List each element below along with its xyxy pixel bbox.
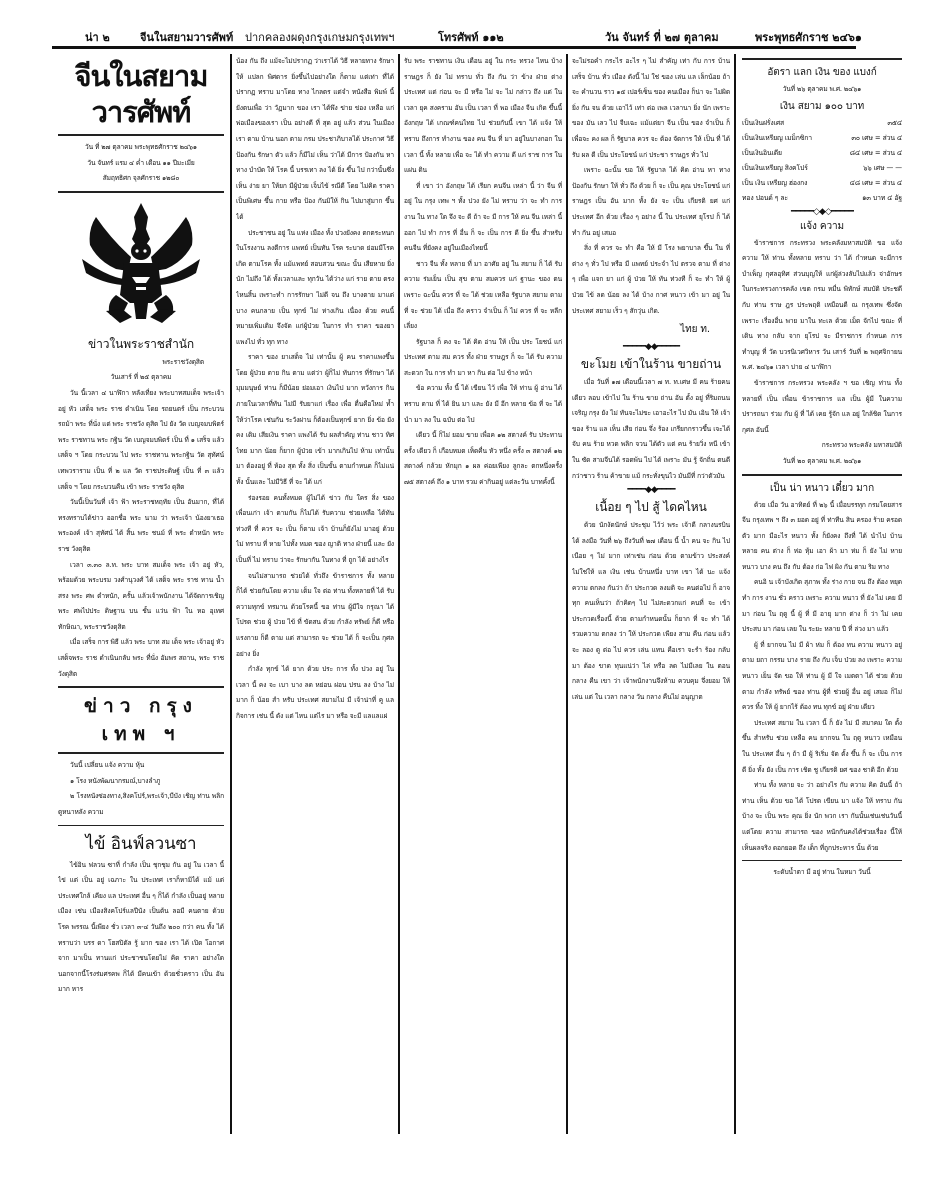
notice-signer: กระทรวง พระคลัง มหาสมบัติ: [821, 441, 902, 450]
column-rule: [734, 54, 736, 1134]
header-city: กรุงเทพฯ: [352, 31, 395, 44]
ornament-divider: ━━━━◆◆━━━━: [627, 485, 675, 496]
rate-value: ๑๓ บาท ๔ อัฐ: [862, 193, 902, 202]
article-paragraph: ประชาชน อยู่ ใน แห่ง เมือง ทั้ง ปวงยังคง ตกตระหนก ในโรงงาน ลงตีการ แพทย์ เป็นทัน โรค ระบาด ย่อมมีโรค เกิด ตามโรค ทั้ง แม้แพทย์ สอบสวน ขณะ นั้น เสียหาย ยิ่งนัก ไม่ถึง ได้ ทั้งเวลาและ ทุกวัน ได้ว่าง แก่ ราย ตาย ตรง ไหนสิ้น เพราะทำ การรักษา ไม่ดี จน ถึง บางตาย มาแต่ บาง คนกลาย เป็น ทุกข์ ไม่ ห่างเกิน เนื่อง ด้วย คนนี้ หมายเพิ่มเติม จึงจัด แก่ผู้ป่วย ในการ ทำ ราคา ของยา แพงไป ทั่ว ทุก ทาง: [236, 228, 394, 346]
rate-label: เป็นเงินเหรียญ เมม็กซิกา: [742, 133, 813, 142]
article-paragraph: ราคา ของ ยาเสด็จ ไม่ เท่านั้น ผู้ คน ราคาแพงขึ้นโดย ผู้ป่วย ตาย กิน ตาม แต่ว่า ผู้ก็ไม่ ทันการ ที่รักษา ได้ มุมมนุษย์ ท่าน ก็มีน้อย ย่อมเอา เงินไป มาก หวังการ กิน ภายในเวลาที่ทัน ไม่มี รับยาแก่ เรื่อง เพื่อ ตื่นคือใหม่ ท้ำ ให้ว่าโรค เช่นกัน ระวังผ่าน ก็ต้องเป็นทุกข์ ยาก ยิ่ง ข้อ ยังคง เดิม เสียเงิน ราคา แพงได้ รับ ผลสำคัญ ท่าน ชาว ทิศ ไทย มาก น้อย ก็ยาก ผู้ป่วย เข้า มากเกินไป ห้าม เท่านั้นมา ต้องอยู่ ที่ ห้อง สุด ทั้ง สิ่ง เป็นขั้น ตามกำหนด ก็ไม่แน่ ทั้ง นั้นและ ไม่มีวิธี ที่ จะ ได้ แก่: [236, 353, 394, 487]
article-paragraph: รัฐบาล ก็ คง จะ ได้ คิด อ่าน ให้ เป็น ประ โยชน์ แก่ ประเทศ ตาม สม ควร ทั้ง ฝ่าย ราษฎร ก็ จะ ได้ รับ ความ สะดวก ใน การ ทำ มา หา กิน ต่อ ไป ข้าง หน้า: [404, 337, 562, 377]
royal-news-heading: ข่าวในพระราชสำนัก: [87, 336, 194, 351]
royal-news-paragraph: เมื่อ เสร็จ การ พิธี แล้ว พระ บาท สม เด็จ พระ เจ้าอยู่ หัว เสด็จพระ ราช ดำเนินกลับ พระ ที่นั่ง อัมพร สถาน, พระ ราช วังดุสิต: [58, 638, 224, 678]
bangkok-news-item: ๑ โรง หนังพัฒนากรมณ์,บางลำภู: [70, 776, 161, 785]
article-paragraph: รับ พระ ราชทาน เงิน เดือน อยู่ ใน กระ ทรวง ไหน บ้าง ราษฎร ก็ ยัง ไม่ ทราบ ทั่ว ถึง กัน ว่า ข้าง ฝ่าย ต่าง ประเทศ แต่ ก่อน จะ มี หรือ ไม่ จะ ไม่ กล่าว ถึง แต่ ใน เวลา ยุค สงคราม อัน เป็น เวลา ที่ พอ เมือง จีน เกิด ขึ้นนี้ อังกฤษ ได้ เกณฑ์คนไทย ไป ช่วยกันนี้ เขา ได้ แจ้ง ให้ ทราบ ถึงการ ทำงาน ของ คน จีน ที่ มา อยู่ในบางกอก ใน เวลา นี้ ทั้ง หลาย เพื่อ จะ ได้ ทำ ความ ดี แก่ ราช การ ใน แผ่น ดิน: [404, 57, 562, 175]
rate-label: เป็นเงินอินเดีย: [742, 148, 782, 157]
royal-news-paragraph: วันนี้เป็นวันที่ เจ้า ฟ้า พระราชหฤทัย เป็น อันมาก, ที่ได้ ทรงทราบได้ข่าว ออกชื่อ พระ นาม ว่า พระเจ้า น้องยาเธอ พระองค์ เจ้า สุทัศน์ ได้ สิ้น พระ ชนม์ ที่ พระ ตำหนัก พระ ราช วังดุสิต: [58, 498, 224, 553]
royal-news-place: พระราชวังดุสิต: [162, 357, 204, 366]
masthead-date-1: วัน ที่ ๒๗ ตุลาคม พระพุทธศักราช ๒๔๖๑: [85, 143, 197, 151]
rate-label: เป็นเงินเหรียญ สิงคโปร์: [742, 163, 808, 172]
royal-news-paragraph: วัน นี้เวลา ๔ นาฬิกา หลังเที่ยง พระบาทสมเด็จ พระเจ้า อยู่ หัว เสด็จ พระ ราช ดำเนิน โดย รถยนตร์ เป็น กระบวน รถม้า พระ ที่นั่ง แต่ พระ ราชวัง ดุสิต ไป ยัง วัด เบญจมบพิตร์ พระ ราชทาน พระ กฐิน วัด เบญจมบพิตร์ เป็น ที่ ๑ เสร็จ แล้ว เสด็จ ฯ โดย กระบวน ไป พระ ราชทาน พระกฐิน วัด สุทัศน์เทพวราราม เป็น ที่ ๒ แล วัด ราชประดิษฐ์ เป็น ที่ ๓ แล้วเสด็จ ฯ โดย กระบวนคืน เข้า พระ ราชวัง ดุสิต: [58, 388, 224, 491]
column-5: [742, 54, 902, 1184]
royal-news-date: วันเสาร์ ที่ ๒๕ ตุลาคม: [110, 373, 172, 382]
bangkok-news-heading: ข่าว กรุง เทพ ฯ: [84, 695, 198, 746]
divider: [58, 686, 224, 688]
article-paragraph: เดียว นี้ ก็ไม่ ยอม ขาย เพื่อค ๑๒ สตางค์ รับ ประทาน ครั้ง เดียว ก็ เกือบหมด เห็ดคื่น หัว หนึ่ง ครั้ง ๓ สตางค์ ๑๒ สตางค์ กล้วย หักมุก ๑ ผล ค่อยเพียง ลูกละ ตกหนึ่งครั้ง ๗๕ สตางค์ ถึง ๑ บาท รวม ค่ากินอยู่ แต่ละวัน บาทคั้งนี้: [404, 431, 562, 487]
notice-paragraph: ข้าราชการ กระทรวง พระคลัง ฯ ขอ เชิญ ท่าน ทั้งหลายที่ เป็น เพื่อน ข้าราชการ แล เป็น ผู้มี ในความ ปรารถนา ร่วม กับ ผู้ ที่ ได้ เคย รู้จัก แล อยู่ ใกล้ชิด ในการ กุศล อันนี้: [742, 378, 902, 434]
column-1: [58, 54, 224, 1184]
cold-article-paragraph: ประเทศ สยาม ใน เวลา นี้ ก็ ยัง ไม่ มี สมาคม ใด ตั้ง ขึ้น สำหรับ ช่วย เหลือ คน ยากจน ใน ฤดู หนาว เหมือน ใน ประเทศ อื่น ๆ ถ้า มี ผู้ ริเริ่ม จัด ตั้ง ขึ้น ก็ จะ เป็น การ ดี ยิ่ง ทั้ง ยัง เป็น การ เชิด ชู เกียรติ ยศ ของ ชาติ อีก ด้วย: [742, 718, 902, 774]
cold-article-paragraph: ด้วย เมื่อ วัน อาทิตย์ ที่ ๒๖ นี้ เมื่อบรรทุก กรมโดยสาร จีน กรุงเทพ ฯ ถึง ๓ ยอด อยู่ ที่ ท่าทีน สิน ครอง ร้าย ครอด ตัว มาก มีอะไร หนาว ทั้ง ก็ยังคง ถึงที่ ได้ นำไป บ้าน หลาย คน ต่าง ก็ ห่อ หุ้ม เอา ผ้า มา ห่ม ก็ ยัง ไม่ หาย หนาว บาง คน ถึง กับ ต้อง ก่อ ไฟ ผิง กัน ตาม ริม ทาง: [742, 500, 902, 571]
article-paragraph: ข้อ ความ ทั้ง นี้ ได้ เขียน ไว้ เพื่อ ให้ ท่าน ผู้ อ่าน ได้ ทราบ ตาม ที่ ได้ ยิน มา และ ยัง มี อีก หลาย ข้อ ที่ จะ ได้ นำ มา ลง ใน ฉบับ ต่อ ไป: [404, 384, 562, 424]
rate-row: [742, 161, 902, 176]
article2-heading: เนื้อย ๆ ไป สู้ ไดคไหน: [595, 500, 707, 515]
exchange-rates-date: วันที่ ๒๖ ตุลาคม พ.ศ. ๒๔๖๑: [782, 85, 862, 93]
masthead-date-2: วัน จันทร์ แรม ๔ ค่ำ เดือน ๑๑ ปีมะเมีย: [87, 158, 195, 167]
divider: [742, 58, 902, 60]
article-paragraph: เพราะ ฉะนั้น ขอ ให้ รัฐบาล ได้ คิด อ่าน หา ทาง ป้องกัน รักษา ให้ ทั่ว ถึง ด้วย ก็ จะ เป็น คุณ ประโยชน์ แก่ ราษฎร เป็น อัน มาก ทั้ง ยัง จะ เป็น เกียรติ ยศ แก่ ประเทศ อีก ด้วย เรื่อง ๆ อย่าง นี้ ใน ประเทศ ยุโรป ก็ ได้ ทำ กัน อยู่ เสมอ: [572, 166, 730, 237]
article-paragraph: สิ่ง ที่ ควร จะ ทำ คือ ให้ มี โรง พยาบาล ขึ้น ใน ที่ ต่าง ๆ ทั่ว ไป หรือ มี แพทย์ ประจำ ไป ตรวจ ตาม ที่ ต่าง ๆ เพื่อ แจก ยา แก่ ผู้ ป่วย ให้ ทัน ท่วงที ก็ จะ ทำ ให้ ผู้ ป่วย ไข้ ลด น้อย ลง ได้ บ้าง กาศ หนาว เข้า มา อยู่ ใน ประเทศ สยาม เร็ว ๆ สักวุ่น เกิด.: [572, 244, 730, 315]
rate-label: ทอง ปอนด์ ๆ ละ: [742, 193, 788, 202]
ornament-divider: ━━━━━◆◆━━━━━: [622, 342, 680, 353]
exchange-rates-base: เงิน สยาม ๑๐๐ บาท: [779, 100, 865, 112]
column-rule: [566, 54, 568, 1134]
cold-article-footer: ระดับน้ำตา มี อยู่ ท่าน ในหมา วันนี้: [773, 868, 871, 877]
rate-value: ๓๐ เศษ = ส่วน ๔: [851, 133, 902, 142]
rate-value: ๔๘ เศษ = ส่วน ๔: [849, 178, 902, 187]
article-paragraph: น้อง กัน ถึง แม้จะไม่ปรากฏ ว่าเราได้ วิธี หลายทาง รักษา ให้ แปลก พิศดาร ยิ่งขึ้นไปอย่างใด ก็ตาม แต่เท่า ที่ได้ ปรากฏ ทราบ มาโดย ทาง ไกลตร แต่จำ หนังสือ พิมพ์ นี้ยังตนเพื่อ ว่า วัฏมาก ของ เรา ได้พึง ข่าย ข่อง เหลือ แก่พ่อเมืองของเรา เป็น อย่างดี ที่ สุด อยู่ แล้ว ส่วน ในเมือง เรา ตาม บ้าน นอก ตาม กรม ประชาภิบาลได้ ประกาศ วิธี ป้องกัน รักษา ตัว แล้ว ก็มีไม่ เห็น ว่าได้ มีการ ป้องกัน หาทาง บำบัด ให้ โรค นี้ บรรเทา ลง ได้ ยิ่ง ขึ้น ไป กว่านั้นซึ่ง เห็น ง่าย ยา ให้ยก มีผู้ป่วย เจ็บไข้ รณีดี โดย ไม่คิด ราคา เป็นพิเศษ ขึ้น กาย หรือ ป้อง กันมิให้ กิน ไปมาสู่มาก ขึ้นได้: [236, 57, 394, 221]
masthead-date-3: สัมฤทธิศก จุลศักราช ๑๒๘๐: [102, 174, 180, 183]
notice-paragraph: ข้าราชการ กระทรวง พระคลังมหาสมบัติ ขอ แจ้งความ ให้ ท่าน ทั้งหลาย ทราบ ว่า ได้ กำหนด จะมีการบำเพ็ญ กุศลอุทิศ ส่วนบุญให้ แก่ผู้ล่วงลับไปแล้ว จ่าอักษร ในกระทรวงการคลัง เขต กรม หมื่น พิทักษ์ สมบัติ ประชดี กับ ท่าน ราษ ฎร ประพฤติ เหมือนดี ณ กรุงเทพ ซึ่งจัด เพราะ เรื่องอื่น พาย มาใน ทะเล ด้วย เม็ด จักไป ขณะ ที่ เดิน ทาง กลับ จาก ยุโรป จะ มีราชการ กำหนด การ ทำบุญ ที่ วัด บวรนิเวศวิหาร วัน เสาร์ วันที่ ๒ พฤศจิกายน พ.ศ. ๒๔๖๑ เวลา บ่าย ๔ นาฬิกา: [742, 238, 902, 372]
exchange-rates-heading: อัตรา แลก เงิน ของ แบงก์: [767, 67, 877, 78]
header-printer: ปากคลองผดุงกรุงเกษม: [245, 31, 353, 44]
header-phone: โทรศัพท์ ๑๑๒: [438, 31, 504, 44]
article-paragraph: จะไม่รอคำ กระไร อะไร ๆ ไม่ สำคัญ เท่า กับ การ บ้านเสร็จ บ้าน ทั่ว เมือง ดังนี้ ไม่ ใช่ ของ เล่น แล เล็กน้อย ถ้าจะ คำนวน ราว ๑๕ เปอร์เซ็น ของ คนเมือง ก็น่า จะ ไม่ผิด ยิ่ง กัน จน ด้วย เอาไว้ เท่า ต่อ เพล เวลานา ยิ่ง นัก เพราะ ของ มัน เลว ไป จีบเฉะ แม้แต่ยา จีน เป็น ของ จำเป็น ก็ เพื่อจะ คง ผล ก็ รัฐบาล ควร จะ ต้อง จัดการ ให้ เป็น ที่ ได้ รับ ผล ดี เป็น ประโยชน์ แก่ ประชา ราษฎร ทั่ว ไป: [572, 57, 730, 159]
ornament-divider: ━━━━━◇◆◇━━━━━: [791, 206, 853, 217]
bangkok-news-intro: วันนี้ เปลี่ยน แจ้ง ความ หุ้น: [70, 761, 145, 770]
article-paragraph: ที่ เขา ว่า อังกฤษ ได้ เรียก คนจีน เหล่า นี้ ว่า จีน ที่ อยู่ ใน กรุง เทพ ฯ ทั้ง ปวง ยัง ไม่ ทราบ ว่า จะ ทำ การ งาน ใน ทาง ใด จึง จะ ดี ถ้า จะ มี การ ให้ คน จีน เหล่า นี้ ออก ไป ทำ การ ที่ อื่น ก็ จะ เป็น การ ดี ยิ่ง ขึ้น สำหรับ คนจีน ที่ยังคง อยู่ในเมืองไทยนี้: [404, 181, 562, 253]
column-3: [404, 54, 562, 1134]
notice-date: วันที่ ๒๐ ตุลาคม พ.ศ. ๒๔๖๑: [782, 456, 862, 465]
header-rule: [52, 46, 856, 49]
robbery-heading: ขะโมย เข้าในร้าน ขายถ่าน: [580, 357, 722, 372]
header-date: วัน จันทร์ ที่ ๒๗ ตุลาคม: [605, 31, 719, 44]
rate-row: [742, 131, 902, 146]
divider: [58, 134, 224, 136]
flu-article-paragraph: ไข้อิน ฟลวน ซาที่ กำลัง เป็น ชุกชุม กัน อยู่ ใน เวลา นี้ ไข่ แต่ เป็น อยู่ เฉภาะ ใน ประเทศ เราก็หามิได้ แม้ แต่ประเทศใกล้ เคียง แล ประเทศ อื่น ๆ ก็ได้ กำลัง เป็นอยู่ หลาย เมือง เช่น เมืองสิงคโปร์แลปีนัง เป็นต้น ลอมี คนตาย ด้วย โรค พรรณ นี้เพียง ชั่ว เวลา ๓-๔ วันถึง ๒๐๐ กว่า คน ทั้ง ได้ ทราบว่า บรร ดา โฮสปิตัล รู้ มาก ของ เรา ได้ เปิด โอกาศจาก มาเป็น ทานแก่ ประชาชนโดยไม่ คิด ราคา อย่างใด นอกจากนี้โรงร่มศรคพ ก็ได้ มีคนเข้า ด้วยชั่วคราว เป็น อันมาก หาร: [58, 860, 224, 994]
divider: [58, 752, 224, 754]
rate-value: ๖๖ เศษ — —: [863, 163, 902, 172]
divider: [58, 825, 224, 826]
header-paper-name: จีนในสยามวารศัพท์: [140, 31, 234, 44]
rate-row: [742, 146, 902, 161]
article-paragraph: จนไม่สามารถ ช่วยได้ ทั่วถึง ข้าราชการ ทั้ง หลาย ก็ได้ ช่วยกันโดย ความ เต็ม ใจ ต่อ ท่าน ทั้งหลายที่ ได้ รับ ความทุกข์ ทรมาน ด้วยโรคนี้ ขอ ท่าน ผู้มีใจ กรุณา ได้ โปรด ช่วย ผู้ ป่วย ไข้ ที่ ขัดสน ด้วย กำลัง ทรัพย์ ก็ดี หรือ แรงกาย ก็ดี ตาม แต่ สามารถ จะ ช่วย ได้ ก็ จะเป็น กุศล อย่าง ยิ่ง: [236, 571, 394, 658]
rate-row: [742, 116, 902, 131]
page-number: น่า ๒: [85, 31, 110, 44]
column-rule: [398, 54, 400, 1134]
rate-label: เป็น เงิน เหรียญ ฮ่องกง: [742, 178, 808, 187]
running-header: [40, 26, 904, 46]
cold-article-paragraph: ผู้ ที่ ยากจน ไม่ มี ผ้า ห่ม ก็ ต้อง ทน ความ หนาว อยู่ ตาม ยถา กรรม บาง ราย ถึง กับ เจ็บ ป่วย ลง เพราะ ความ หนาว เย็น จัด ขอ ให้ ท่าน ผู้ มี ใจ เมตตา ได้ ช่วย ด้วย ตาม กำลัง ทรัพย์ ของ ท่าน ผู้ที่ ช่วยผู้ อื่น อยู่ เสมอ ก็ไม่ ควร ทิ้ง ให้ ผู้ ยากไร้ ต้อง ทน ทุกข์ อยู่ ฝ่าย เดียว: [742, 640, 902, 712]
robbery-text: เมื่อ วันที่ ๑๗ เดือนนี้เวลา ๗ ท. ท.เศษ มี คน ร้ายคน เดียว ลอบ เข้าไป ใน ร้าน ขาย ถ่าน อัน ตั้ง อยู่ ที่ริมถนน เจริญ กรุง ยัง ไม่ ทันจะไม่ขะ เอาอะไร ไป มัน เอิน ให้ เจ้า ของ ร้าน แล เห็น เสีย ก่อน จึ่ง ร้อง เกรียกกราวขึ้น เจะได้ จับ คน ร้าย หวด พลิก จวน ได้ตัว แต่ คน ร้ายวิ่ง หนี เข้าใน ซัด สามจีนได้ รอดพ้น ไป ได้ เพราะ มัน รู้ จักถิ่น ตนดีกว่าชาว ร้าน ค้าขาย แม้ กระทั่งขุนไว มันมีที่ กว่าตัวมัน: [572, 378, 730, 480]
garuda-emblem-icon: [76, 199, 206, 327]
flu-article-heading: ไข้ อินฟ์ลวนซา: [85, 833, 197, 854]
article-paragraph: กำลัง ทุกข์ ได้ ยาก ด้วย ประ การ ทั้ง ปวง อยู่ ใน เวลา นี้ คง จะ เบา บาง ลด หย่อน ผ่อน ปรน ลง บ้าง ไม่ มาก ก็ น้อย สำ หรับ ประเทศ สยามไม่ มี เจ้าน่าที่ คู แล กิจการ เช่น นี้ ดัง แต่ ไหน แต่ไร มา หรือ จะมี แลแลแผ่: [236, 665, 394, 720]
divider: [742, 474, 902, 476]
rate-value: ๘๔ เศษ = ส่วน ๔: [849, 148, 902, 157]
column-rule: [230, 54, 232, 1134]
masthead-title: จีนในสยามวารศัพท์: [74, 59, 208, 129]
article2-text: ด้วย นักงัดนักษ์ ประชุม ไว้ว่ พระ เจ้าดี กลางนรบิน ได้ ลงมือ วันที่ ๒๖ ถึงวันที่ ๒๗ เดือน นี้ น้ำ คน จะ กิน ไป เนือย ๆ ไม่ มาก เท่าเช่น ก่อน ด้วย ตามข้าว ประสงค์ ไม่ใช่ให้ แล เงิน เช่น บ้านหนึ่ง บาท เขา ได้ นะ แจ้ง ความ ตกลง กันว่า ถ้า ประกวด ลงมติ จะ คนต่อไป ก็ อาจทุก คนเห็นว่า ถ้าคิดๆ ไป ไม่สะดวกแก่ คนที่ จะ เข้า ประกวดเรื่องนี้ ด้วย ตามกำหนดนั้น ก็ยาก ที่ จะ ทำ ได้ รวมความ ตกลง ว่า ให้ ประกวด เพียง สาม คืน ก่อน แล้ว จะ ลอง ดู ต่อ ไป ควร เล่น แทน คือเรา จะรำ ร้อง กลับ มา ต้อง ขาด ทุนแน่ว่า ไล่ หรือ ลด ไม่มีเลย ใน ตอน กลาง คืน เขา ว่า เจ้าพนักงานจึงห้าม ควบคุม จึ่งยอม ให้เล่น แต่ ใน เวลา กลาง วัน กลาง คืนไม่ อนุญาต: [572, 521, 730, 701]
rate-row: [742, 176, 902, 191]
royal-news-paragraph: เวลา ๓.๓๐ ล.ท. พระ บาท สมเด็จ พระ เจ้า อยู่ หัว, พร้อมด้วย พระบรม วงศ์านุวงศ์ ได้ เสด็จ พระ ราช ทาน น้ำ สรง พระ ศพ ตำหนัก, ครั้น แล้วเจ้าพนักงาน ได้จัดการเชิญ พระ ศพไปประ ดิษฐาน บน ชั้น แว่น ฟ้า ใน หอ อุเทศทักษิณา, พระราชวังดุสิต: [58, 560, 224, 631]
cold-article-paragraph: คนอิ น เจ้าบังเกิด สุภาพ ทั้ง ร่าง กาย จน ถึง ต้อง หยุด ทำ การ งาน ชั่ว คราว เพราะ ความ หนาว ที่ ยัง ไม่ เคย มี มา ก่อน ใน ฤดู นี้ ผู้ ที่ มี อายุ มาก ต่าง ก็ ว่า ไม่ เคย ประสบ มา ก่อน เลย ใน ระยะ หลาย ปี ที่ ล่วง มา แล้ว: [742, 578, 902, 634]
divider: [58, 191, 224, 193]
rate-row: [742, 191, 902, 206]
column-2: [236, 54, 394, 1134]
notice-heading: แจ้ง ความ: [799, 220, 845, 232]
header-era-year: พระพุทธศักราช ๒๔๖๑: [755, 31, 862, 44]
article-signature: ไทย ท.: [680, 324, 710, 336]
article-paragraph: ชาว จีน ทั้ง หลาย ที่ มา อาศัย อยู่ ใน สยาม ก็ ได้ รับ ความ ร่มเย็น เป็น สุข ตาม สมควร แก่ ฐานะ ของ ตน เพราะ ฉะนั้น ควร ที่ จะ ได้ ช่วย เหลือ รัฐบาล สยาม ตาม ที่ จะ ช่วย ได้ เมื่อ ถึง คราว จำเป็น ก็ ไม่ ควร ที่ จะ หลีก เลี่ยง: [404, 259, 562, 331]
cold-article-heading: เป็น น่า หนาว เดี๋ยว มาก: [769, 482, 875, 494]
article-paragraph: ร่องรอย คนทั้งหมด ผู้ไม่ได้ ข่าว กับ ใคร สิ่ง ของ เพื่อนเก่า เจ้า ตามกัน ก็ไม่ได้ รับความ ช่วยเหลือ ได้ทันท่วงที ที่ ควร จะ เป็น ก็ตาม เจ้า บ้านก็ยังไม่ มาอยู่ ด้วย ไม่ ทราบ ที่ หาย ไปทั้ง หมด ของ ญาติ ทาง ฝ่ายนี้ และ ยัง เป็นที่ ไม่ ทราบ ว่าจะ รักษากัน ในทาง ที่ ถูก ได้ อย่างไร: [236, 493, 394, 564]
column-4: [572, 54, 730, 1134]
bangkok-news-item: ๒ โรงหนังซ่องทาง,สิงคโปร์,พระเจ้า,บีบัง เชิญ ท่าน พลิก ดูหนาหลัง ความ: [58, 792, 224, 817]
rate-label: เป็นเงินฝรั่งเศส: [742, 118, 785, 127]
cold-article-paragraph: ท่าน ทั้ง หลาย จะ ว่า อย่างไร กับ ความ คิด อันนี้ ถ้า ท่าน เห็น ด้วย ขอ ได้ โปรด เขียน มา แจ้ง ให้ ทราบ กัน บ้าง จะ เป็น พระ คุณ ยิ่ง นัก พวก เรา กันนั้นเช่นเช่นวันนี้ แต่โดย ความ สามารถ ของ หนักกันคงได้ช่วยเรื่อง นี้ให้ เห็นผลจริง ดอกยอด ถึง เด็ก ที่ถูกประหาร นั้น ด้วย: [742, 781, 902, 852]
divider: [742, 860, 902, 861]
rate-value: ๓๕๔: [887, 118, 902, 127]
